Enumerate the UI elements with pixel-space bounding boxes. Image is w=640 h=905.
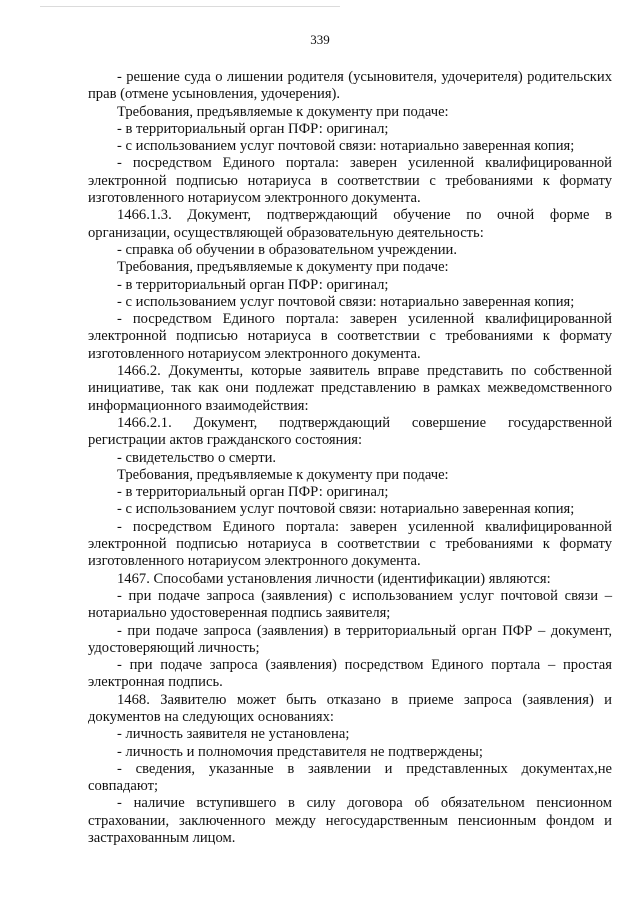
- page-number: 339: [310, 32, 330, 47]
- paragraph: 1466.2. Документы, которые заявитель вправе представить по собственной инициативе, так как они подлежат представлению в рамках межведомственного информационного взаимодействия:: [88, 363, 612, 414]
- paragraph: 1466.2.1. Документ, подтверждающий совершение государственной регистрации актов гражданского состояния:: [88, 414, 612, 449]
- list-item: - при подаче запроса (заявления) посредством Единого портала – простая электронная подпись.: [88, 657, 612, 691]
- paragraph: Требования, предъявляемые к документу при подаче:: [117, 466, 449, 483]
- scan-artifact: [40, 6, 340, 7]
- list-item: - с использованием услуг почтовой связи: нотариально заверенная копия;: [117, 501, 575, 518]
- list-item: - сведения, указанные в заявлении и представленных документах,не совпадают;: [88, 760, 612, 795]
- paragraph: 1467. Способами установления личности (идентификации) являются:: [117, 570, 551, 587]
- list-item: - личность заявителя не установлена;: [117, 726, 350, 743]
- list-item: - в территориальный орган ПФР: оригинал;: [117, 484, 389, 501]
- list-item: - наличие вступившего в силу договора об обязательном пенсионном страховании, заключенного между негосударственным пенсионным фондом и застрахованным лицом.: [88, 795, 612, 847]
- paragraph: - решение суда о лишении родителя (усыновителя, удочерителя) родительских прав (отмене усыновления, удочерения).: [88, 69, 612, 103]
- list-item: - при подаче запроса (заявления) в территориальный орган ПФР – документ, удостоверяющий личность;: [88, 622, 612, 656]
- list-item: - в территориальный орган ПФР: оригинал;: [117, 276, 389, 293]
- paragraph: Требования, предъявляемые к документу при подаче:: [117, 103, 449, 120]
- list-item: - посредством Единого портала: заверен усиленной квалифицированной электронной подписью нотариуса в соответствии с требованиями к формату изготовленного нотариусом электронного документа.: [88, 311, 612, 362]
- document-body: [88, 69, 612, 847]
- list-item: - личность и полномочия представителя не подтверждены;: [117, 743, 483, 760]
- list-item: - свидетельство о смерти.: [117, 449, 277, 466]
- list-item: - с использованием услуг почтовой связи: нотариально заверенная копия;: [117, 293, 575, 310]
- list-item: - справка об обучении в образовательном учреждении.: [117, 241, 457, 258]
- paragraph: 1466.1.3. Документ, подтверждающий обучение по очной форме в организации, осуществляющей образовательную деятельность:: [88, 207, 612, 241]
- list-item: - при подаче запроса (заявления) с использованием услуг почтовой связи – нотариально удостоверенная подпись заявителя;: [88, 587, 612, 622]
- list-item: - в территориальный орган ПФР: оригинал;: [117, 120, 389, 137]
- list-item: - посредством Единого портала: заверен усиленной квалифицированной электронной подписью нотариуса в соответствии с требованиями к формату изготовленного нотариусом электронного документа.: [88, 155, 612, 207]
- paragraph: Требования, предъявляемые к документу при подаче:: [117, 259, 449, 276]
- list-item: - посредством Единого портала: заверен усиленной квалифицированной электронной подписью нотариуса в соответствии с требованиями к формату изготовленного нотариусом электронного документа.: [88, 518, 612, 570]
- paragraph: 1468. Заявителю может быть отказано в приеме запроса (заявления) и документов на следующих основаниях:: [88, 691, 612, 725]
- list-item: - с использованием услуг почтовой связи: нотариально заверенная копия;: [117, 138, 575, 155]
